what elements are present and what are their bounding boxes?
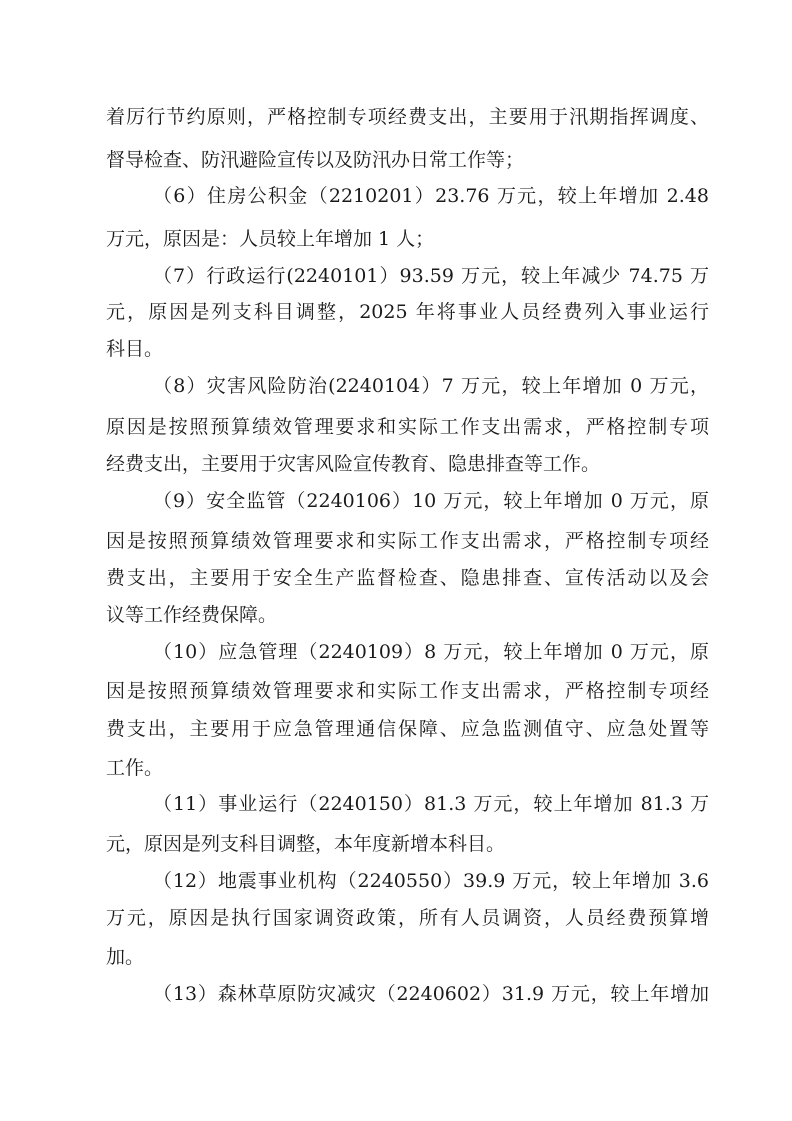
- text-line: 费支出，主要用于安全生产监督检查、隐患排查、宣传活动以及会: [106, 567, 709, 589]
- text-line: 因是按照预算绩效管理要求和实际工作支出需求，严格控制专项经: [106, 530, 709, 552]
- text-line: 议等工作经费保障。: [106, 604, 278, 626]
- text-line: 元，原因是列支科目调整，2025 年将事业人员经费列入事业运行: [106, 301, 709, 323]
- text-line: 工作。: [106, 757, 164, 779]
- text-line: 原因是按照预算绩效管理要求和实际工作支出需求，严格控制专项: [106, 416, 709, 438]
- paragraph-10-start: （10）应急管理（2240109）8 万元，较上年增加 0 万元，原: [153, 641, 709, 663]
- text-line: 经费支出，主要用于灾害风险宣传教育、隐患排查等工作。: [106, 453, 601, 475]
- paragraph-9-start: （9）安全监管（2240106）10 万元，较上年增加 0 万元，原: [153, 490, 709, 512]
- paragraph-13-start: （13）森林草原防灾减灾（2240602）31.9 万元，较上年增加: [153, 983, 709, 1005]
- text-line: 元，原因是列支科目调整，本年度新增本科目。: [106, 833, 506, 855]
- text-line: 万元，原因是执行国家调资政策，所有人员调资，人员经费预算增: [106, 907, 709, 929]
- text-line: 因是按照预算绩效管理要求和实际工作支出需求，严格控制专项经: [106, 680, 709, 702]
- text-line: 费支出，主要用于应急管理通信保障、应急监测值守、应急处置等: [106, 718, 709, 740]
- paragraph-12-start: （12）地震事业机构（2240550）39.9 万元，较上年增加 3.6: [153, 870, 709, 892]
- text-line: 万元，原因是：人员较上年增加 1 人；: [106, 228, 435, 250]
- paragraph-11-start: （11）事业运行（2240150）81.3 万元，较上年增加 81.3 万: [153, 793, 709, 815]
- paragraph-6-start: （6）住房公积金（2210201）23.76 万元，较上年增加 2.48: [153, 185, 709, 207]
- text-line: 督导检查、防汛避险宣传以及防汛办日常工作等；: [106, 149, 525, 171]
- text-line: 科目。: [106, 338, 164, 360]
- paragraph-8-start: （8）灾害风险防治(2240104）7 万元，较上年增加 0 万元，: [153, 375, 709, 397]
- paragraph-7-start: （7）行政运行(2240101）93.59 万元，较上年减少 74.75 万: [153, 265, 709, 287]
- text-line: 加。: [106, 946, 145, 968]
- text-line: 着厉行节约原则，严格控制专项经费支出，主要用于汛期指挥调度、: [106, 106, 709, 128]
